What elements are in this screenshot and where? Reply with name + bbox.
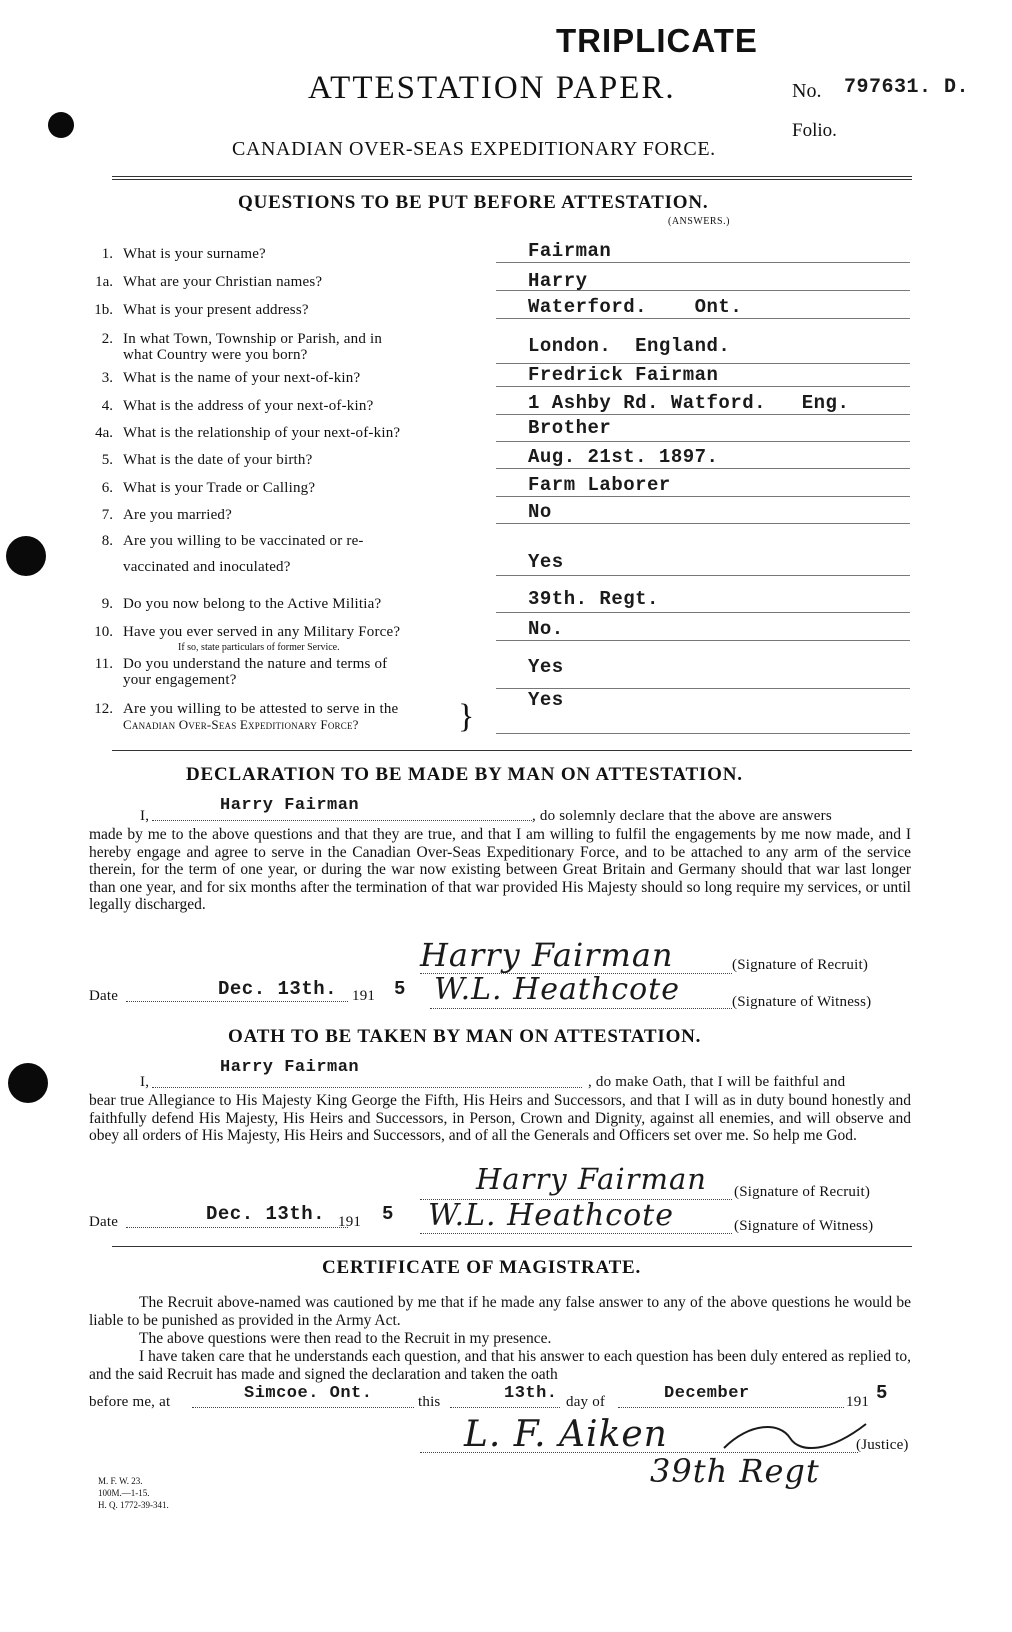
answer-value: Yes — [528, 689, 564, 711]
question-text: Are you married? — [123, 507, 232, 523]
declaration-year-suffix: 5 — [394, 978, 406, 1000]
oath-witness-label: (Signature of Witness) — [734, 1218, 874, 1234]
magistrate-annotation: 39th Regt — [650, 1452, 820, 1490]
declaration-recruit-signature: Harry Fairman — [420, 936, 674, 974]
oath-date-dots — [126, 1227, 348, 1228]
question-number: 12. — [94, 701, 113, 717]
certificate-year-suffix: 5 — [876, 1382, 888, 1404]
answer-line — [496, 496, 910, 497]
question-text: What is your present address? — [123, 302, 309, 318]
answer-value: Fairman — [528, 240, 612, 262]
certificate-day: 13th. — [504, 1384, 558, 1403]
question-text: What is the address of your next-of-kin? — [123, 398, 374, 414]
answer-line — [496, 640, 910, 641]
question-number: 11. — [94, 656, 113, 672]
question-number: 3. — [101, 370, 113, 386]
flourish-icon — [720, 1418, 870, 1454]
answer-value: 39th. Regt. — [528, 588, 659, 610]
oath-heading: OATH TO BE TAKEN BY MAN ON ATTESTATION. — [228, 1026, 702, 1047]
magistrate-justice-label: (Justice) — [856, 1437, 909, 1453]
declaration-lead-text: , do solemnly declare that the above are answers — [532, 808, 832, 824]
certificate-day-of-label: day of — [566, 1394, 606, 1410]
question-number: 4a. — [95, 425, 113, 441]
oath-witness-sig-dots — [420, 1233, 732, 1234]
declaration-name-dots — [152, 820, 532, 821]
oath-date-label: Date — [89, 1214, 119, 1230]
question-text-continued: vaccinated and inoculated? — [123, 559, 291, 575]
answer-value: No — [528, 501, 552, 523]
question-text: What is your Trade or Calling? — [123, 480, 316, 496]
question-number: 4. — [101, 398, 113, 414]
question-text: Do you now belong to the Active Militia? — [123, 596, 382, 612]
question-number: 6. — [101, 480, 113, 496]
magistrate-signature: L. F. Aiken — [464, 1414, 668, 1455]
declaration-recruit-label: (Signature of Recruit) — [732, 957, 869, 973]
question-number: 1. — [101, 246, 113, 262]
oath-name-dots — [152, 1087, 582, 1088]
answer-value: Yes — [528, 551, 564, 573]
punch-hole-top — [48, 112, 74, 138]
answer-value: Waterford. Ont. — [528, 296, 743, 318]
answers-label: (ANSWERS.) — [668, 216, 730, 227]
question-number: 7. — [101, 507, 113, 523]
declaration-date-value: Dec. 13th. — [218, 978, 338, 1000]
question-text: Do you understand the nature and terms of — [123, 656, 388, 672]
certificate-day-dots — [450, 1407, 560, 1408]
oath-year-prefix: 191 — [338, 1214, 362, 1230]
question-number: 8. — [101, 533, 113, 549]
question-brace: } — [458, 698, 475, 735]
answer-line — [496, 468, 910, 469]
oath-recruit-name: Harry Fairman — [220, 1058, 360, 1077]
serial-number-label: No. — [792, 80, 822, 102]
certificate-heading: CERTIFICATE OF MAGISTRATE. — [322, 1257, 642, 1278]
oath-body: bear true Allegiance to His Majesty King George the Fifth, His Heirs and Successors, and that I will as in duty bound honestly and faithfully defend His Majesty, His Heirs and Successors, in Person, Crown and Dignity, against all enemies, and will observe and obey all orders of His Majesty, His Heirs and Successors, and of all the Generals and Officers set over me. So help me God. — [89, 1092, 911, 1145]
oath-witness-signature: W.L. Heathcote — [428, 1198, 674, 1233]
certificate-paragraph-2: The above questions were then read to the Recruit in my presence. — [139, 1330, 552, 1347]
question-text: What is the relationship of your next-of-kin? — [123, 425, 401, 441]
oath-date-value: Dec. 13th. — [206, 1203, 326, 1225]
answer-line — [496, 318, 910, 319]
oath-year-suffix: 5 — [382, 1203, 394, 1225]
certificate-month-dots — [618, 1407, 844, 1408]
declaration-witness-sig-dots — [430, 1008, 732, 1009]
certificate-month: December — [664, 1384, 750, 1403]
declaration-i-label: I, — [140, 808, 150, 824]
answer-value: Yes — [528, 656, 564, 678]
form-subtitle: CANADIAN OVER-SEAS EXPEDITIONARY FORCE. — [232, 138, 716, 160]
oath-recruit-label: (Signature of Recruit) — [734, 1184, 871, 1200]
serial-number-value: 797631. D. — [844, 76, 970, 99]
hq-code: H. Q. 1772-39-341. — [98, 1500, 169, 1510]
punch-hole-lower — [8, 1063, 48, 1103]
declaration-date-label: Date — [89, 988, 119, 1004]
answer-line — [496, 262, 910, 263]
oath-i-label: I, — [140, 1074, 150, 1090]
answer-value: Fredrick Fairman — [528, 364, 719, 386]
question-number: 1b. — [94, 302, 113, 318]
declaration-heading: DECLARATION TO BE MADE BY MAN ON ATTESTATION. — [186, 764, 743, 785]
answer-line — [496, 441, 910, 442]
certificate-this-label: this — [418, 1394, 441, 1410]
punch-hole-middle — [6, 536, 46, 576]
question-text-continued: what Country were you born? — [123, 347, 308, 363]
question-text: What is the name of your next-of-kin? — [123, 370, 361, 386]
certificate-place-dots — [192, 1407, 414, 1408]
questions-heading: QUESTIONS TO BE PUT BEFORE ATTESTATION. — [238, 192, 709, 213]
declaration-witness-signature: W.L. Heathcote — [434, 972, 680, 1007]
answer-value: Aug. 21st. 1897. — [528, 446, 719, 468]
page-title: ATTESTATION PAPER. — [308, 70, 676, 106]
question-text: In what Town, Township or Parish, and in — [123, 331, 383, 347]
certificate-before-label: before me, at — [89, 1394, 171, 1410]
declaration-date-dots — [126, 1001, 348, 1002]
question-text: What is the date of your birth? — [123, 452, 313, 468]
question-text: What are your Christian names? — [123, 274, 323, 290]
print-run-code: 100M.—1-15. — [98, 1488, 150, 1498]
oath-bottom-rule — [112, 1246, 912, 1247]
form-code: M. F. W. 23. — [98, 1476, 143, 1486]
declaration-witness-label: (Signature of Witness) — [732, 994, 872, 1010]
header-rule-2 — [112, 179, 912, 180]
certificate-place: Simcoe. Ont. — [244, 1384, 373, 1403]
answer-line — [496, 575, 910, 576]
question-text-continued: Canadian Over-Seas Expeditionary Force? — [123, 717, 359, 732]
certificate-year-prefix: 191 — [846, 1394, 870, 1410]
declaration-year-prefix: 191 — [352, 988, 376, 1004]
folio-label: Folio. — [792, 120, 837, 141]
question-text: Are you willing to be vaccinated or re- — [123, 533, 364, 549]
answer-value: London. England. — [528, 335, 731, 357]
header-rule — [112, 176, 912, 177]
oath-recruit-signature: Harry Fairman — [476, 1162, 707, 1196]
certificate-paragraph-1: The Recruit above-named was cautioned by me that if he made any false answer to any of the above questions he would be liable to be punished as provided in the Army Act. — [89, 1294, 911, 1329]
answer-value: 1 Ashby Rd. Watford. Eng. — [528, 392, 850, 414]
answer-value: Brother — [528, 417, 612, 439]
question-text-continued: your engagement? — [123, 672, 237, 688]
answer-line — [496, 386, 910, 387]
answer-value: No. — [528, 618, 564, 640]
answer-value: Harry — [528, 270, 588, 292]
answer-line — [496, 733, 910, 734]
question-number: 2. — [101, 331, 113, 347]
question-number: 1a. — [95, 274, 113, 290]
answer-line — [496, 612, 910, 613]
question-note: If so, state particulars of former Service. — [178, 642, 340, 653]
question-text: Are you willing to be attested to serve in the — [123, 701, 399, 717]
question-text: Have you ever served in any Military Force? — [123, 624, 401, 640]
copy-label: TRIPLICATE — [556, 22, 758, 59]
magistrate-flourish — [720, 1418, 870, 1454]
certificate-paragraph-3: I have taken care that he understands each question, and that his answer to each question has been duly entered as replied to, and the said Recruit has made and signed the declaration and taken the oath — [89, 1348, 911, 1383]
declaration-recruit-name: Harry Fairman — [220, 796, 360, 815]
question-number: 10. — [94, 624, 113, 640]
answer-line — [496, 523, 910, 524]
declaration-body: made by me to the above questions and that they are true, and that I am willing to fulfil the engagements by me now made, and I hereby engage and agree to serve in the Canadian Over-Seas Expeditionary Force, and to be attached to any arm of the service therein, for the term of one year, or during the war now existing between Great Britain and Germany should that war last longer than one year, and for six months after the termination of that war provided His Majesty should so long require my services, or until legally discharged. — [89, 826, 911, 914]
answer-line — [496, 414, 910, 415]
question-text: What is your surname? — [123, 246, 266, 262]
answer-value: Farm Laborer — [528, 474, 671, 496]
declaration-top-rule — [112, 750, 912, 751]
question-number: 9. — [101, 596, 113, 612]
oath-lead-text: , do make Oath, that I will be faithful and — [588, 1074, 846, 1090]
question-number: 5. — [101, 452, 113, 468]
